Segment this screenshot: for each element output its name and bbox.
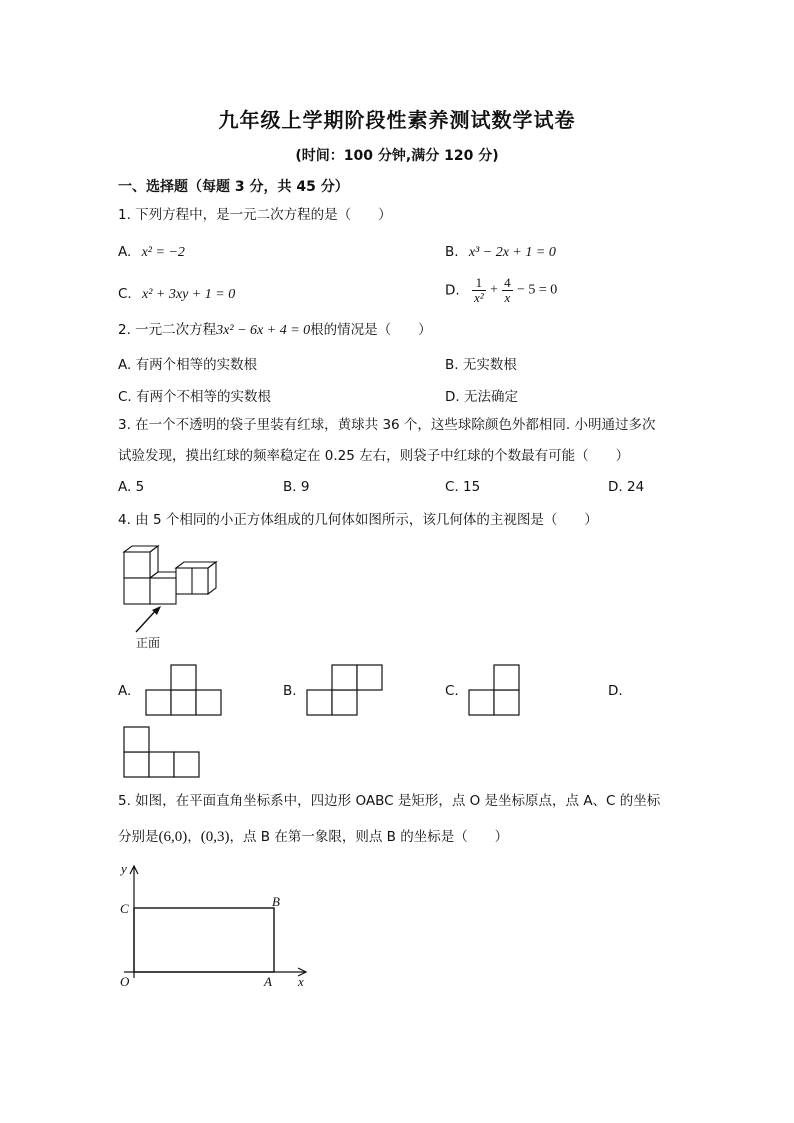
q4-option-b-figure xyxy=(306,664,384,716)
page-title: 九年级上学期阶段性素养测试数学试卷 xyxy=(218,108,576,132)
q4-option-d-label: D. xyxy=(608,683,623,699)
q2-option-d: D. 无法确定 xyxy=(445,389,518,405)
q5-coordinate-a: (6,0) xyxy=(158,829,188,845)
q4-option-c-figure xyxy=(468,664,522,716)
q1-option-d-tail: − 5 = 0 xyxy=(516,282,558,298)
q1-option-d-label: D. xyxy=(445,282,460,299)
q3-option-d: D. 24 xyxy=(608,479,645,495)
plus-sign: + xyxy=(489,282,498,298)
q5-text: 分别是 xyxy=(118,829,159,845)
q4-option-a-figure xyxy=(145,664,223,716)
q1-option-a xyxy=(118,244,185,261)
question-5-line-1: 5. 如图，在平面直角坐标系中，四边形 OABC 是矩形，点 O 是坐标原点，点 A、C 的坐标 xyxy=(118,793,661,809)
cube-solid-figure xyxy=(120,544,220,606)
point-a-label: A xyxy=(264,974,272,989)
q3-option-c: C. 15 xyxy=(445,479,481,495)
x-axis-label: x xyxy=(298,974,304,989)
q3-option-b: B. 9 xyxy=(283,479,310,495)
q2-equation: 3x² − 6x + 4 = 0 xyxy=(216,323,311,338)
point-b-label: B xyxy=(272,894,280,909)
q2-option-c: C. 有两个不相等的实数根 xyxy=(118,389,272,405)
q2-stem-tail: 根的情况是（ ） xyxy=(310,322,432,338)
q1-option-d xyxy=(445,276,557,305)
q1-option-d-fraction-1 xyxy=(472,276,486,305)
fraction-denominator: x² xyxy=(473,290,484,305)
point-c-label: C xyxy=(120,901,129,916)
front-direction-arrow xyxy=(128,606,168,636)
q1-option-c xyxy=(118,286,235,303)
q1-option-c-math: x² + 3xy + 1 = 0 xyxy=(142,287,236,302)
q1-option-a-label: A. xyxy=(118,244,132,260)
q3-option-a: A. 5 xyxy=(118,479,145,495)
q4-option-b-label: B. xyxy=(283,683,297,699)
question-3-line-1: 3. 在一个不透明的袋子里装有红球，黄球共 36 个，这些球除颜色外都相同. 小明通过多次 xyxy=(118,417,656,433)
rectangle-coordinate-diagram xyxy=(112,860,322,995)
q2-option-a: A. 有两个相等的实数根 xyxy=(118,357,258,373)
exam-info: (时间：100 分钟,满分 120 分) xyxy=(295,148,499,164)
q1-option-b xyxy=(445,244,556,261)
q1-option-c-label: C. xyxy=(118,286,132,302)
fraction-denominator: x xyxy=(504,290,511,305)
q4-option-d-figure xyxy=(123,726,203,778)
q5-separator: ， xyxy=(187,829,201,845)
q4-option-c-label: C. xyxy=(445,683,459,699)
q1-option-d-fraction-2 xyxy=(502,276,513,305)
question-2-stem xyxy=(118,320,432,341)
fraction-numerator: 1 xyxy=(472,276,486,291)
question-3-line-2: 试验发现，摸出红球的频率稳定在 0.25 左右，则袋子中红球的个数最有可能（ ） xyxy=(118,448,630,464)
rectangle-oabc xyxy=(134,908,274,972)
question-5-line-2 xyxy=(118,827,508,847)
question-4-stem: 4. 由 5 个相同的小正方体组成的几何体如图所示，该几何体的主视图是（ ） xyxy=(118,512,598,528)
front-view-label: 正面 xyxy=(136,636,161,650)
y-axis-label: y xyxy=(121,861,127,876)
point-o-label: O xyxy=(120,974,130,989)
q5-coordinate-c: (0,3) xyxy=(200,829,230,845)
q2-stem-text: 2. 一元二次方程 xyxy=(118,322,217,338)
q5-text-tail: ，点 B 在第一象限，则点 B 的坐标是（ ） xyxy=(229,829,509,845)
q1-option-b-label: B. xyxy=(445,244,459,260)
question-1-stem: 1. 下列方程中，是一元二次方程的是（ ） xyxy=(118,207,392,223)
q1-option-a-math: x² = −2 xyxy=(141,245,185,260)
q4-option-a-label: A. xyxy=(118,683,132,699)
q1-option-b-math: x³ − 2x + 1 = 0 xyxy=(468,245,556,260)
fraction-numerator: 4 xyxy=(504,275,511,290)
q2-option-b: B. 无实数根 xyxy=(445,357,517,373)
section-heading: 一、选择题（每题 3 分，共 45 分） xyxy=(118,179,349,195)
